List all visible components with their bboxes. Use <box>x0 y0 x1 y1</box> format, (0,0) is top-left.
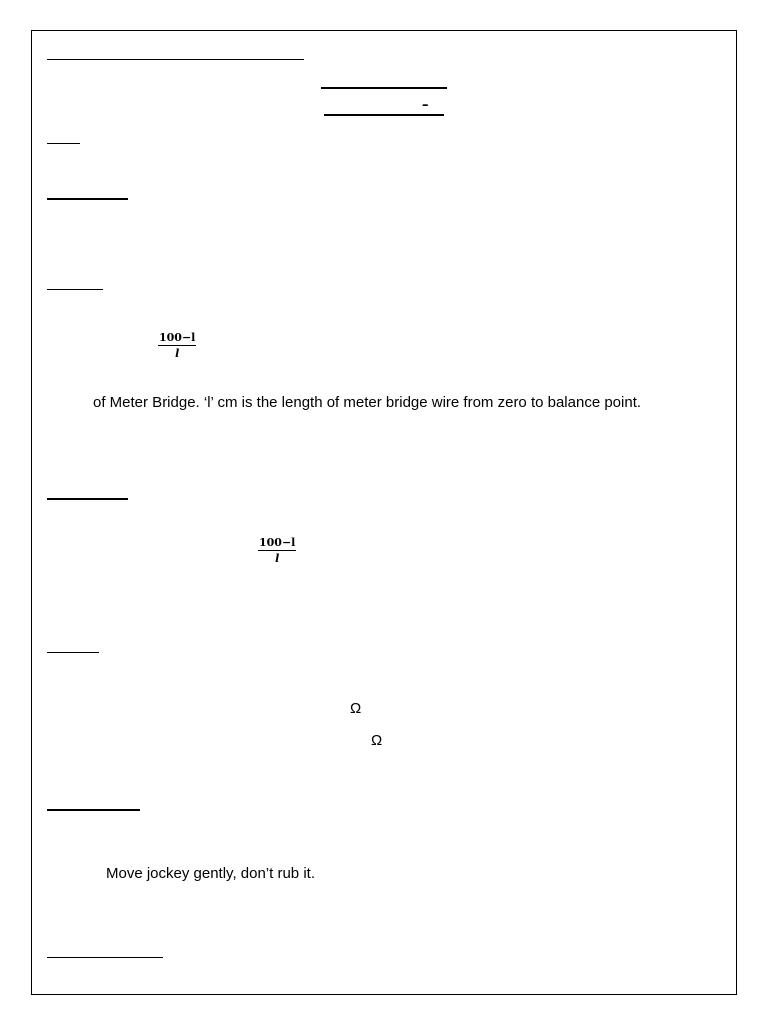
precaution-item-1: Move jockey gently, don’t rub it. <box>106 865 315 882</box>
subtitle-underline <box>324 114 444 116</box>
formula-fraction <box>258 536 296 565</box>
formula-fraction-denominator: l <box>275 552 280 565</box>
theory-text: of Meter Bridge. ‘l’ cm is the length of meter bridge wire from zero to balance point. <box>93 394 642 411</box>
subtitle-minus-mark: – <box>422 98 429 113</box>
sources-of-error-heading-underline <box>47 957 163 958</box>
apparatus-heading-underline <box>47 198 128 200</box>
page-border <box>31 30 737 995</box>
precautions-heading-underline <box>47 809 140 811</box>
theory-fraction-denominator: l <box>175 347 180 360</box>
theory-heading-underline <box>47 289 103 290</box>
result-unit-1: Ω <box>350 700 362 717</box>
result-unit-2: Ω <box>371 732 383 749</box>
result-heading-underline <box>47 652 99 653</box>
aim-heading-underline <box>47 143 80 144</box>
formula-heading-underline <box>47 498 128 500</box>
title-underline <box>321 87 447 89</box>
theory-fraction-numerator: 100−l <box>159 331 196 344</box>
theory-fraction <box>158 331 196 360</box>
formula-fraction-numerator: 100−l <box>259 536 296 549</box>
header-rule <box>47 59 304 60</box>
